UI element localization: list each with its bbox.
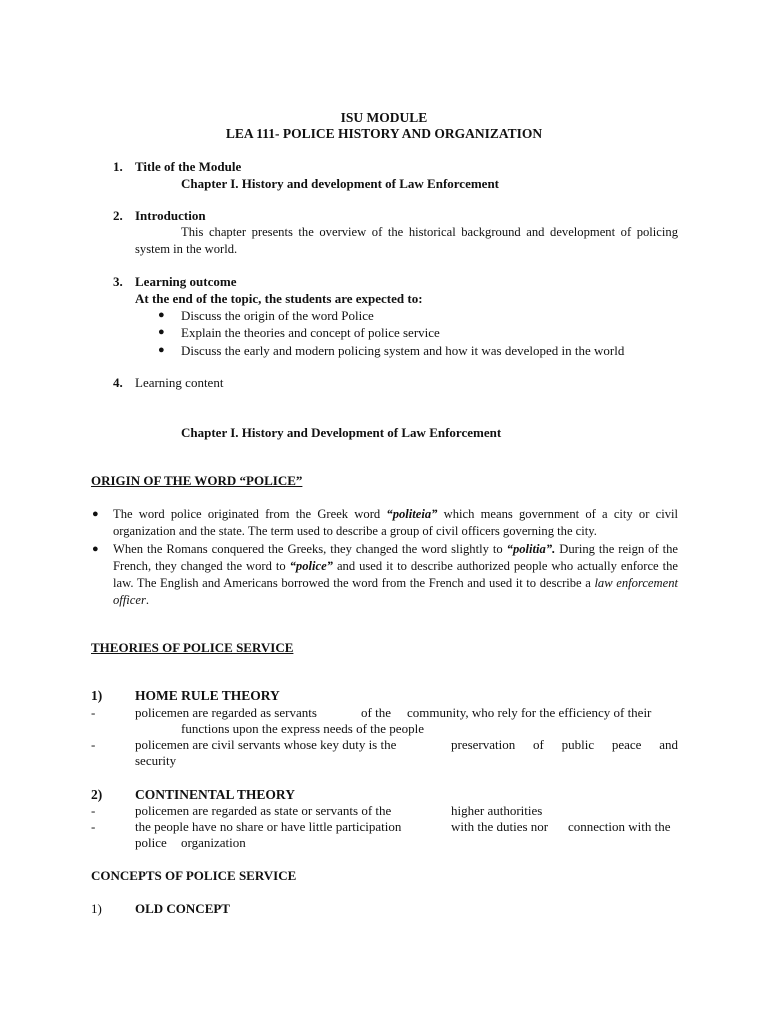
home-rule-line: of the — [361, 705, 391, 720]
bullet-icon: ● — [158, 309, 165, 321]
home-rule-line: security — [135, 753, 177, 768]
bullet-icon: ● — [158, 326, 165, 338]
home-rule-line: policemen are civil servants whose key duty is the — [135, 737, 397, 752]
origin-heading: ORIGIN OF THE WORD “POLICE” — [91, 473, 303, 488]
old-concept-number: 1) — [91, 901, 102, 916]
dash-marker: - — [91, 819, 96, 834]
dash-marker: - — [91, 803, 96, 818]
continental-line: police — [135, 835, 167, 850]
dash-marker: - — [91, 737, 96, 752]
item-title-introduction: Introduction — [135, 208, 206, 223]
home-rule-line: policemen are regarded as servants — [135, 705, 317, 720]
outcome-item: Discuss the early and modern policing system and how it was developed in the world — [181, 343, 625, 358]
outcome-item: Discuss the origin of the word Police — [181, 308, 374, 323]
chapter-heading: Chapter I. History and Development of Law Enforcement — [181, 425, 502, 440]
module-label: ISU MODULE — [340, 110, 428, 125]
continental-line: the people have no share or have little participation — [135, 819, 402, 834]
dash-marker: - — [91, 705, 96, 720]
bullet-icon: ● — [92, 508, 99, 520]
item-number-2: 2. — [113, 208, 123, 223]
home-rule-number: 1) — [91, 688, 103, 703]
item-title-learning-outcome: Learning outcome — [135, 274, 237, 289]
continental-title: CONTINENTAL THEORY — [135, 787, 295, 802]
outcome-item: Explain the theories and concept of police service — [181, 325, 440, 340]
continental-number: 2) — [91, 787, 103, 802]
origin-paragraph-1: The word police originated from the Greek word “politeia” which means government of a city or civil organization and the state. The term used to describe a group of civil officers governing the city. — [113, 507, 678, 538]
origin-paragraph-2: When the Romans conquered the Greeks, they changed the word slightly to “politia”. During the reign of the French, they changed the word to “police” and used it to describe authorized people who actually enforce the law. The English and Americans borrowed the word from the French and used it to describe a law enforcement officer. — [113, 542, 679, 607]
item-number-4: 4. — [113, 375, 123, 390]
course-title: LEA 111- POLICE HISTORY AND ORGANIZATION — [225, 126, 543, 141]
introduction-paragraph: This chapter presents the overview of the historical background and development of policing system in the world. — [135, 225, 678, 256]
item-title-module: Title of the Module — [135, 159, 242, 174]
bullet-icon: ● — [92, 543, 99, 555]
theories-heading: THEORIES OF POLICE SERVICE — [91, 640, 294, 655]
item-title-learning-content: Learning content — [135, 375, 224, 390]
bullet-icon: ● — [158, 344, 165, 356]
continental-line: connection with the — [568, 819, 671, 834]
continental-line: with the duties nor — [451, 819, 549, 834]
item-number-3: 3. — [113, 274, 123, 289]
module-chapter-title: Chapter I. History and development of Law Enforcement — [181, 176, 500, 191]
learning-outcome-intro: At the end of the topic, the students are expected to: — [135, 291, 423, 306]
continental-line: organization — [181, 835, 246, 850]
home-rule-line: community, who rely for the efficiency of their — [407, 705, 652, 720]
home-rule-line: functions upon the express needs of the people — [181, 721, 424, 736]
continental-line: higher authorities — [451, 803, 543, 818]
home-rule-line: preservation of public peace and — [451, 737, 678, 752]
concepts-heading: CONCEPTS OF POLICE SERVICE — [91, 868, 297, 883]
old-concept-title: OLD CONCEPT — [135, 901, 230, 916]
item-number-1: 1. — [113, 159, 123, 174]
continental-line: policemen are regarded as state or servants of the — [135, 803, 392, 818]
home-rule-title: HOME RULE THEORY — [135, 688, 280, 703]
